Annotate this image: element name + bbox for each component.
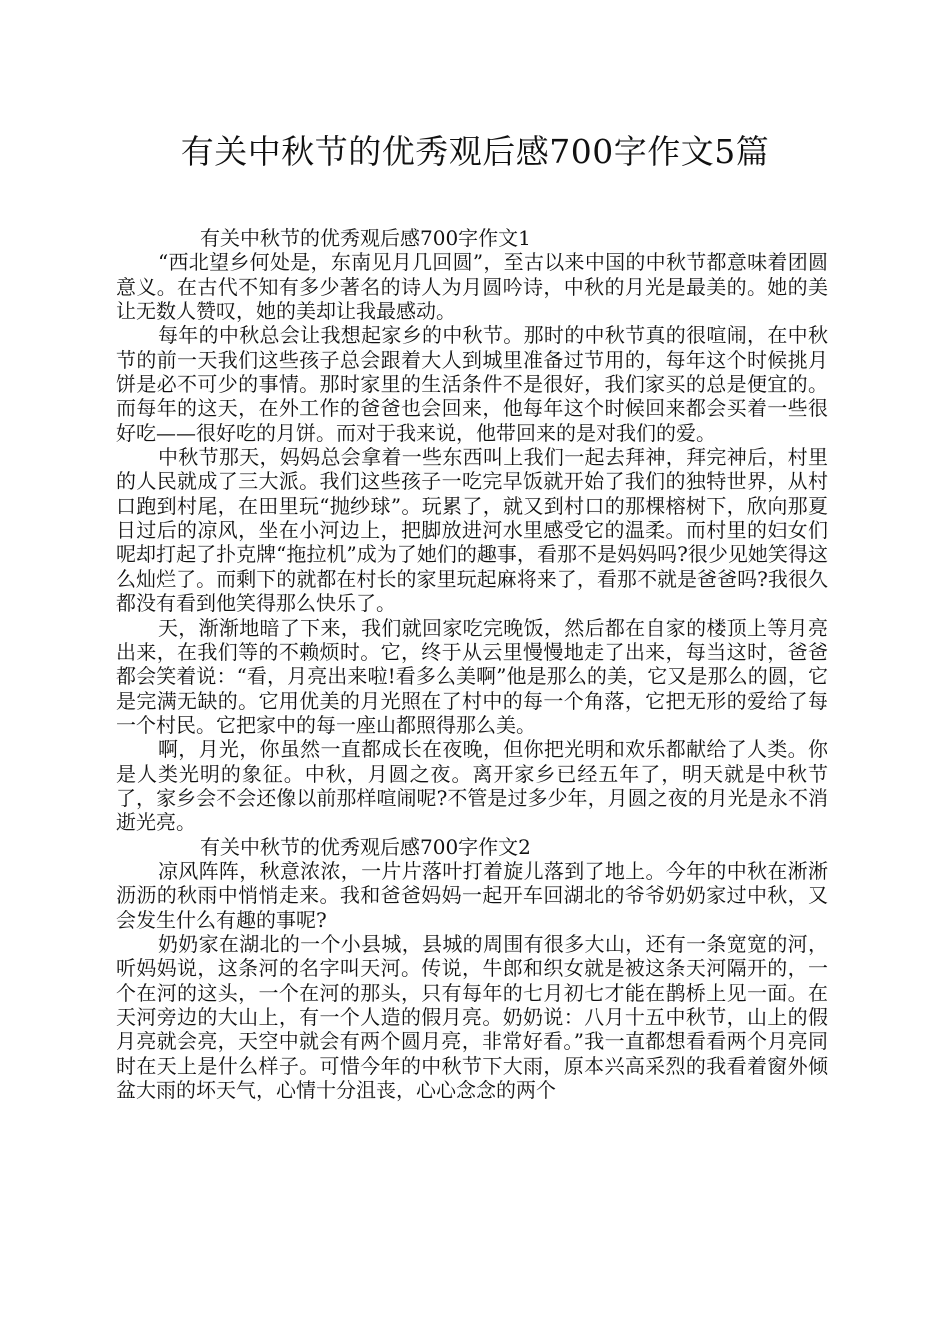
paragraph: 凉风阵阵，秋意浓浓，一片片落叶打着旋儿落到了地上。今年的中秋在淅淅沥沥的秋雨中悄悄走来。我和爸爸妈妈一起开车回湖北的爷爷奶奶家过中秋，又会发生什么有趣的事呢? <box>116 858 828 932</box>
paragraph: 啊，月光，你虽然一直都成长在夜晚，但你把光明和欢乐都献给了人类。你是人类光明的象征。中秋，月圆之夜。离开家乡已经五年了，明天就是中秋节了，家乡会不会还像以前那样喧闹呢?不管是过多少年，月圆之夜的月光是永不消逝光亮。 <box>116 737 828 835</box>
paragraph: 每年的中秋总会让我想起家乡的中秋节。那时的中秋节真的很喧闹，在中秋节的前一天我们这些孩子总会跟着大人到城里准备过节用的，每年这个时候挑月饼是必不可少的事情。那时家里的生活条件不是很好，我们家买的总是便宜的。而每年的这天，在外工作的爸爸也会回来，他每年这个时候回来都会买着一些很好吃——很好吃的月饼。而对于我来说，他带回来的是对我们的爱。 <box>116 323 828 445</box>
document-title: 有关中秋节的优秀观后感700字作文5篇 <box>180 132 770 171</box>
paragraph: 奶奶家在湖北的一个小县城，县城的周围有很多大山，还有一条宽宽的河，听妈妈说，这条河的名字叫天河。传说，牛郎和织女就是被这条天河隔开的，一个在河的这头，一个在河的那头，只有每年的七月初七才能在鹊桥上见一面。在天河旁边的大山上，有一个人造的假月亮。奶奶说：八月十五中秋节，山上的假月亮就会亮，天空中就会有两个圆月亮，非常好看。”我一直都想看看两个月亮同时在天上是什么样子。可惜今年的中秋节下大雨，原本兴高采烈的我看着窗外倾盆大雨的坏天气，心情十分沮丧，心心念念的两个 <box>116 931 828 1103</box>
section-heading: 有关中秋节的优秀观后感700字作文1 <box>200 226 531 250</box>
paragraph: 天，渐渐地暗了下来，我们就回家吃完晚饭，然后都在自家的楼顶上等月亮出来，在我们等的不赖烦时。它，终于从云里慢慢地走了出来，每当这时，爸爸都会笑着说：“看，月亮出来啦!看多么美啊”他是那么的美，它又是那么的圆，它是完满无缺的。它用优美的月光照在了村中的每一个角落，它把无形的爱给了每一个村民。它把家中的每一座山都照得那么美。 <box>116 615 828 737</box>
section-heading: 有关中秋节的优秀观后感700字作文2 <box>200 834 531 859</box>
document-body <box>116 226 828 1102</box>
paragraph: 中秋节那天，妈妈总会拿着一些东西叫上我们一起去拜神，拜完神后，村里的人民就成了三大派。我们这些孩子一吃完早饭就开始了我们的独特世界，从村口跑到村尾，在田里玩“抛纱球”。玩累了，就又到村口的那棵榕树下，欣向那夏日过后的凉风，坐在小河边上，把脚放进河水里感受它的温柔。而村里的妇女们呢却打起了扑克牌“拖拉机”成为了她们的趣事，看那不是妈妈吗?很少见她笑得这么灿烂了。而剩下的就都在村长的家里玩起麻将来了，看那不就是爸爸吗?我很久都没有看到他笑得那么快乐了。 <box>116 445 828 616</box>
paragraph: “西北望乡何处是，东南见月几回圆”，至古以来中国的中秋节都意味着团圆意义。在古代不知有多少著名的诗人为月圆吟诗，中秋的月光是最美的。她的美让无数人赞叹，她的美却让我最感动。 <box>116 250 828 324</box>
